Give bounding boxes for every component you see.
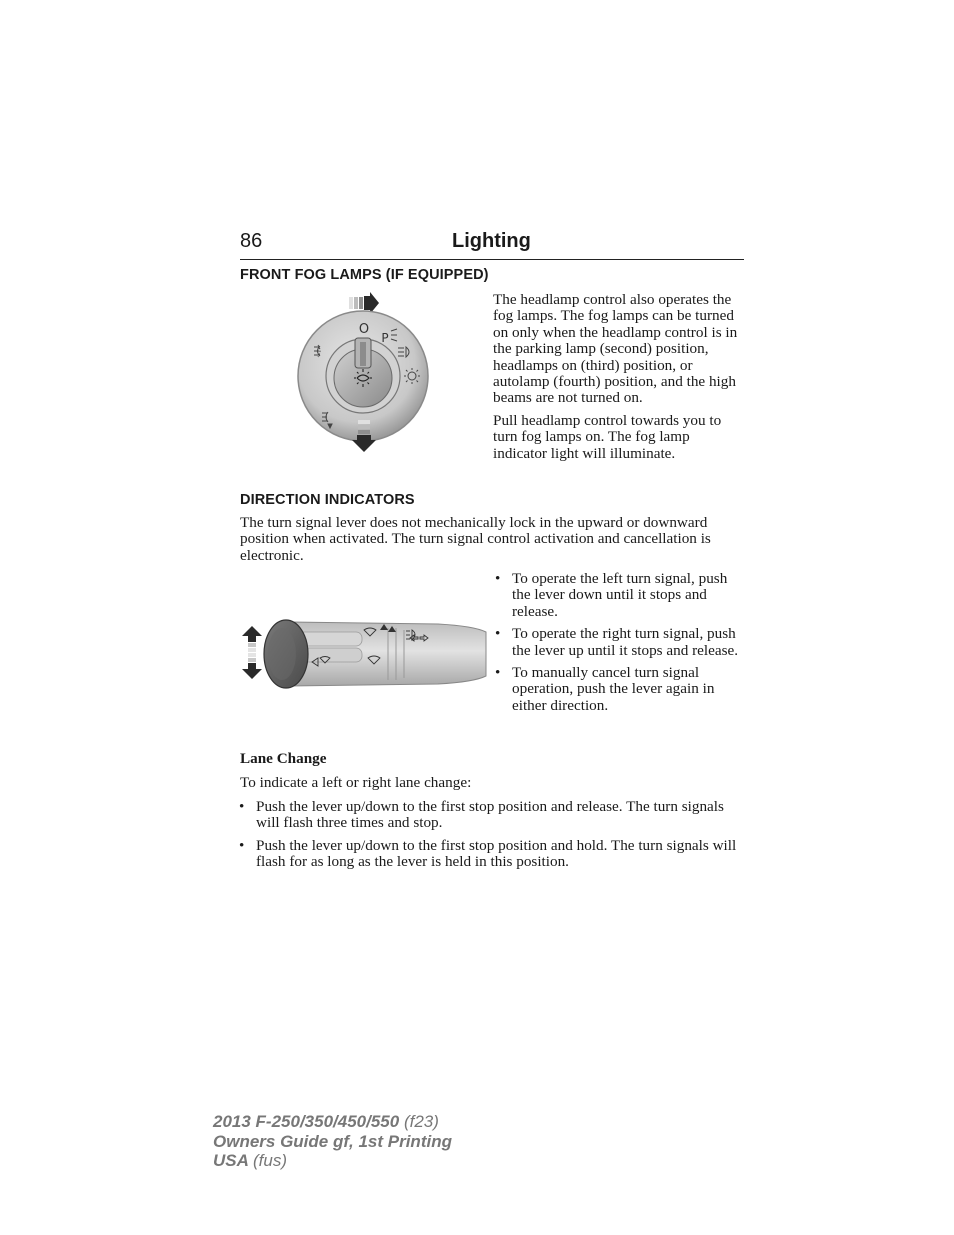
- fog-lamps-heading: FRONT FOG LAMPS (IF EQUIPPED): [240, 267, 489, 283]
- chapter-title: Lighting: [452, 230, 531, 252]
- up-down-arrow-icon: [242, 626, 262, 679]
- turn-signal-bullet-left: • To operate the left turn signal, push the lever down until it stops and release.: [493, 571, 749, 620]
- footer-model: 2013 F-250/350/450/550: [213, 1112, 400, 1131]
- off-position-label: O: [358, 322, 370, 337]
- footer-line-2: Owners Guide gf, 1st Printing: [213, 1131, 452, 1151]
- direction-indicators-heading: DIRECTION INDICATORS: [240, 492, 415, 508]
- footer-line-1: [213, 1112, 452, 1132]
- footer-market: USA: [213, 1151, 249, 1170]
- lane-change-bullet-hold: • Push the lever up/down to the first stop position and hold. The turn signals will flash for as long as the lever is held in this position.: [237, 838, 749, 871]
- turn-signal-bullet-right: • To operate the right turn signal, push the lever up until it stops and release.: [493, 626, 749, 659]
- fog-lamps-text: [493, 292, 747, 462]
- document-footer: [213, 1112, 452, 1171]
- footer-model-code: (f23): [403, 1112, 439, 1131]
- footer-market-code: (fus): [253, 1151, 287, 1170]
- header-rule: [240, 259, 744, 260]
- turn-signal-bullet-cancel: • To manually cancel turn signal operation, push the lever again in either direction.: [493, 665, 749, 714]
- lane-change-bullets: [237, 799, 749, 877]
- fog-lamps-paragraph-1: The headlamp control also operates the fog lamps. The fog lamps can be turned on only when the headlamp control is in the parking lamp (second) position, headlamps on (third) position, or autolamp (fourth) position, and the high beams are not turned on.: [493, 291, 738, 407]
- page-number: 86: [240, 230, 263, 252]
- turn-signal-lever-illustration: [238, 612, 488, 698]
- headlamp-control-illustration: [290, 290, 440, 458]
- lane-change-bullet-release: • Push the lever up/down to the first stop position and release. The turn signals will flash three times and stop.: [237, 799, 749, 832]
- parking-lamp-label: P: [381, 331, 389, 345]
- lane-change-heading: Lane Change: [240, 750, 327, 767]
- turn-signal-bullets: [493, 571, 749, 720]
- footer-line-3: [213, 1151, 452, 1171]
- lane-change-intro: To indicate a left or right lane change:: [240, 774, 472, 791]
- direction-indicators-intro: The turn signal lever does not mechanically lock in the upward or downward position when activated. The turn signal control activation and cancellation is electronic.: [240, 514, 711, 564]
- fog-lamps-paragraph-2: Pull headlamp control towards you to turn fog lamps on. The fog lamp indicator light will illuminate.: [493, 411, 722, 462]
